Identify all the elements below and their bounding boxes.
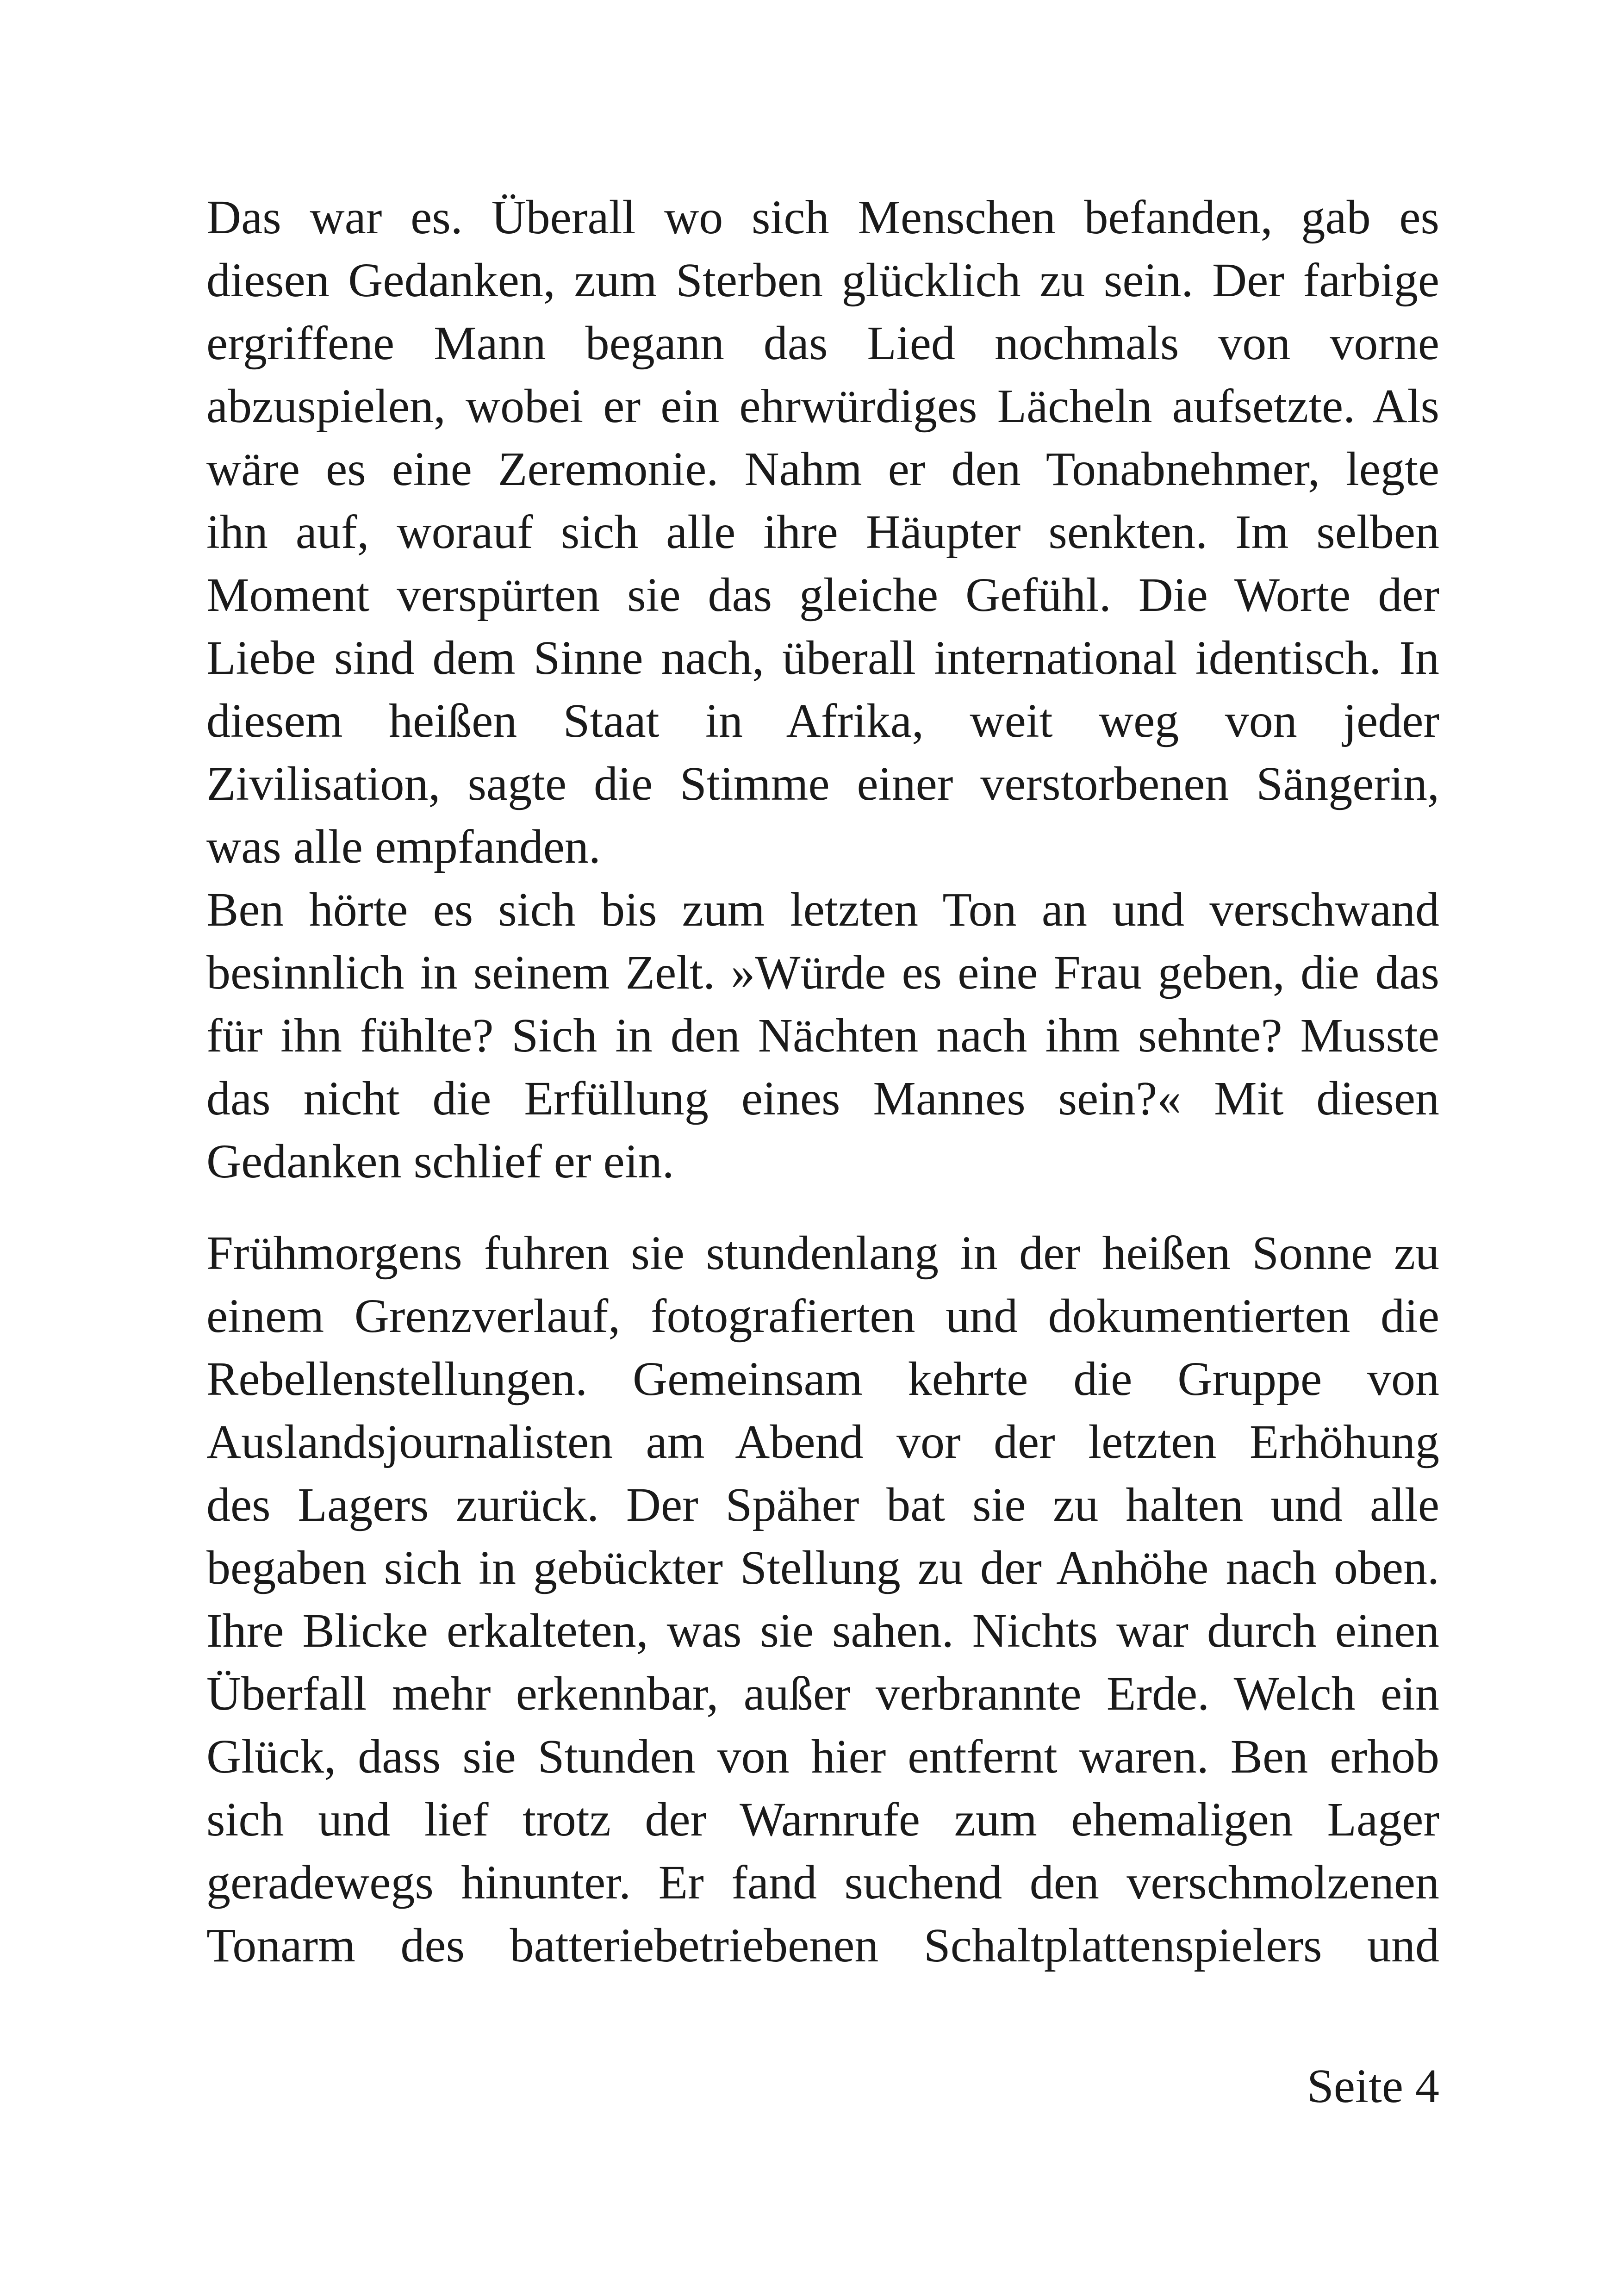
paragraph-1 xyxy=(206,186,1439,878)
text-line: begaben sich in gebückter Stellung zu der Anhöhe nach oben. xyxy=(206,1541,1439,1594)
text-line: ihn auf, worauf sich alle ihre Häupter senkten. Im selben xyxy=(206,505,1439,559)
text-line: was alle empfanden. xyxy=(206,820,601,873)
text-line: sich und lief trotz der Warnrufe zum ehemaligen Lager xyxy=(206,1793,1439,1846)
text-line: des Lagers zurück. Der Späher bat sie zu halten und alle xyxy=(206,1478,1439,1531)
text-line: Moment verspürten sie das gleiche Gefühl. Die Worte der xyxy=(206,568,1439,622)
text-line: Auslandsjournalisten am Abend vor der letzten Erhöhung xyxy=(206,1415,1439,1468)
text-line: für ihn fühlte? Sich in den Nächten nach ihm sehnte? Musste xyxy=(206,1009,1439,1062)
text-line: Tonarm des batteriebetriebenen Schaltplattenspielers und xyxy=(206,1919,1439,1972)
text-line: Rebellenstellungen. Gemeinsam kehrte die Gruppe von xyxy=(206,1352,1439,1406)
paragraph-3 xyxy=(206,1222,1439,1977)
text-line: abzuspielen, wobei er ein ehrwürdiges Lächeln aufsetzte. Als xyxy=(206,380,1439,433)
text-line: diesen Gedanken, zum Sterben glücklich zu sein. Der farbige xyxy=(206,254,1439,307)
text-section-1 xyxy=(206,186,1439,1193)
text-line: Glück, dass sie Stunden von hier entfernt waren. Ben erhob xyxy=(206,1730,1439,1783)
text-line: Das war es. Überall wo sich Menschen befanden, gab es xyxy=(206,191,1439,244)
text-line: diesem heißen Staat in Afrika, weit weg von jeder xyxy=(206,694,1439,747)
text-line: Ihre Blicke erkalteten, was sie sahen. Nichts war durch einen xyxy=(206,1604,1439,1657)
text-line: Gedanken schlief er ein. xyxy=(206,1135,674,1188)
text-line: Frühmorgens fuhren sie stundenlang in der heißen Sonne zu xyxy=(206,1226,1439,1280)
text-line: Zivilisation, sagte die Stimme einer verstorbenen Sängerin, xyxy=(206,757,1439,810)
text-line: besinnlich in seinem Zelt. »Würde es eine Frau geben, die das xyxy=(206,946,1439,999)
page-number: Seite 4 xyxy=(1307,2060,1439,2113)
text-section-2 xyxy=(206,1222,1439,1977)
text-line: Liebe sind dem Sinne nach, überall international identisch. In xyxy=(206,631,1439,684)
text-line: Ben hörte es sich bis zum letzten Ton an und verschwand xyxy=(206,883,1439,936)
text-line: ergriffene Mann begann das Lied nochmals von vorne xyxy=(206,317,1439,370)
text-line: einem Grenzverlauf, fotografierten und dokumentierten die xyxy=(206,1289,1439,1343)
text-line: das nicht die Erfüllung eines Mannes sein?« Mit diesen xyxy=(206,1072,1439,1125)
text-line: wäre es eine Zeremonie. Nahm er den Tonabnehmer, legte xyxy=(206,442,1439,496)
text-line: Überfall mehr erkennbar, außer verbrannte Erde. Welch ein xyxy=(206,1667,1439,1720)
text-line: geradewegs hinunter. Er fand suchend den verschmolzenen xyxy=(206,1856,1439,1909)
paragraph-2 xyxy=(206,878,1439,1193)
